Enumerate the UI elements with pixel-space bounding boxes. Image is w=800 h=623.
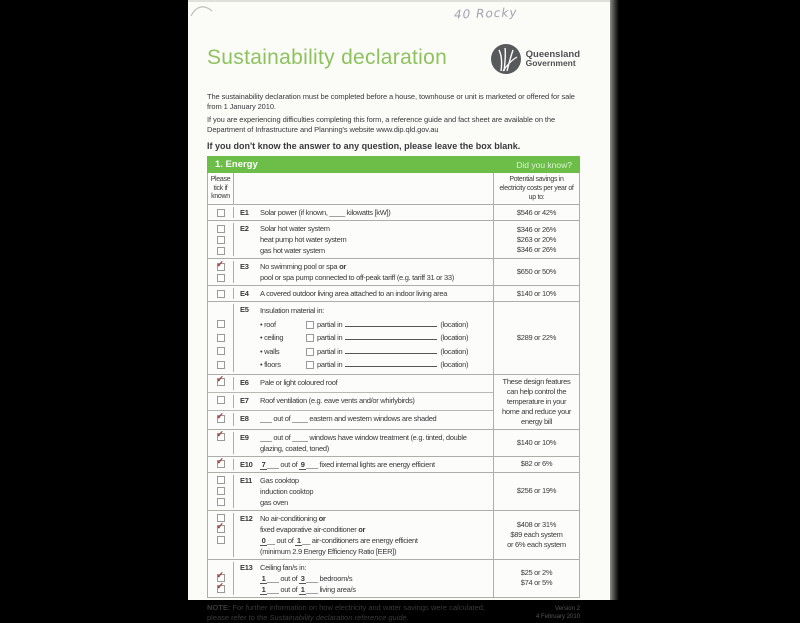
queensland-government-logo <box>491 44 580 74</box>
row-id-E2: E2 <box>240 224 249 233</box>
row-line <box>260 207 489 218</box>
row-line <box>260 331 489 345</box>
text-segment: (minimum 2.9 Energy Efficiency Ratio [EER]) <box>260 546 397 556</box>
checkbox-E13-2[interactable] <box>216 581 225 593</box>
fill-in-value: 1 <box>261 573 266 583</box>
row-line <box>260 304 489 318</box>
question-column-header <box>234 173 493 204</box>
footer-note <box>207 603 507 623</box>
savings-text: $346 or 26% <box>516 224 557 234</box>
savings-text: $140 or 10% <box>516 437 557 447</box>
checkbox-E8-0[interactable] <box>216 410 225 423</box>
row-id-E13: E13 <box>240 562 253 572</box>
text-segment: heat pump hot water system <box>260 235 347 244</box>
row-line <box>260 535 489 546</box>
group-E9 <box>208 430 579 457</box>
energy-table <box>207 173 580 598</box>
row-E10 <box>208 457 493 472</box>
text-segment: Pale or light coloured roof <box>260 377 338 387</box>
row-line <box>260 524 489 535</box>
savings-text: $140 or 10% <box>516 288 557 298</box>
checkbox-E5-3[interactable] <box>217 347 225 355</box>
checkbox-E7-0[interactable] <box>217 396 225 404</box>
checkbox-E2-0[interactable] <box>217 225 225 233</box>
text-segment: ___ out of ____ eastern and western windows are shaded <box>260 414 437 424</box>
checkbox-E5-2[interactable] <box>217 334 225 342</box>
tick-mark-icon: ✓ <box>216 456 224 466</box>
tick-mark-icon: ✓ <box>216 258 224 269</box>
checkbox-E3-1[interactable] <box>217 274 225 282</box>
savings-text: $408 or 31% <box>516 519 557 529</box>
tick-mark-icon: ✓ <box>216 570 224 580</box>
pen-scribble-icon <box>189 3 215 19</box>
text-segment: ___ fixed internal lights are energy efficient <box>306 459 435 469</box>
text-segment: partial in <box>317 346 343 356</box>
text-segment: ___ living area/s <box>306 584 356 594</box>
checkbox-E5-1[interactable] <box>217 320 225 328</box>
savings-E6 <box>493 375 579 429</box>
row-id-E5: E5 <box>240 305 249 314</box>
checkbox-E2-2[interactable] <box>217 247 225 255</box>
logo-text <box>526 50 580 69</box>
row-E4 <box>208 286 493 301</box>
row-E11 <box>208 473 493 510</box>
row-line <box>260 475 489 486</box>
group-E4 <box>208 286 579 302</box>
note-guide-title: Sustainability declaration reference guide. <box>269 612 409 622</box>
text-segment: (location) <box>440 333 469 342</box>
text-segment: or <box>339 262 346 271</box>
text-segment: partial in <box>317 360 343 369</box>
savings-text: $546 or 42% <box>516 207 557 217</box>
row-id-E12: E12 <box>240 513 253 523</box>
row-E12 <box>208 511 493 559</box>
group-E2 <box>208 221 579 259</box>
text-segment: Roof ventilation (e.g. eave vents and/or whirlybirds) <box>260 395 415 405</box>
text-segment: Ceiling fan/s in: <box>260 562 307 572</box>
row-id-E4: E4 <box>240 289 249 298</box>
checkbox-E4-0[interactable] <box>217 290 225 298</box>
row-id-E7: E7 <box>240 395 249 405</box>
partial-checkbox[interactable] <box>306 348 314 356</box>
row-E3 <box>208 259 493 285</box>
row-line <box>260 513 489 524</box>
text-segment: • roof <box>260 319 276 329</box>
savings-E13 <box>493 560 579 597</box>
row-E13 <box>208 560 493 597</box>
savings-E2 <box>493 221 579 258</box>
row-id-E6: E6 <box>240 377 249 387</box>
handwritten-note: 40 Rocky <box>453 5 518 22</box>
savings-E4 <box>493 286 579 301</box>
text-segment: (location) <box>440 319 469 329</box>
row-line <box>260 443 489 454</box>
text-segment: glazing, coated, toned) <box>260 443 329 453</box>
savings-E9 <box>493 430 579 456</box>
text-segment: or <box>318 513 326 523</box>
text-segment: induction cooktop <box>260 486 314 496</box>
group-E6 <box>208 375 579 430</box>
row-E7 <box>208 393 493 411</box>
group-E11 <box>208 473 579 511</box>
fill-in-value: 0 <box>261 535 266 545</box>
text-segment: Solar power (if known, ____ kilowatts [kW]) <box>260 208 391 217</box>
page-edge-shadow <box>610 0 619 600</box>
text-segment: ___ out of <box>267 573 300 583</box>
document-header <box>207 46 580 82</box>
partial-checkbox[interactable] <box>306 334 314 342</box>
checkbox-E5-4[interactable] <box>217 361 225 369</box>
text-segment: __ air-conditioners are energy efficient <box>302 535 418 545</box>
fill-in-value: 1 <box>300 584 305 594</box>
note-label: NOTE: <box>207 602 231 612</box>
tick-mark-icon: ✓ <box>216 521 224 531</box>
logo-text-line1: Queensland <box>525 48 580 60</box>
text-segment: pool or spa pump connected to off-peak tariff (e.g. tariff 31 or 33) <box>260 273 454 282</box>
group-E3 <box>208 259 579 286</box>
text-segment: • walls <box>260 346 280 356</box>
row-E6 <box>208 375 493 393</box>
fill-in-value: 7 <box>261 459 266 469</box>
savings-text: $82 or 6% <box>520 459 553 468</box>
row-line <box>260 562 489 573</box>
tick-mark-icon: ✓ <box>216 581 224 591</box>
did-you-know-label: Did you know? <box>516 159 572 170</box>
row-line <box>260 459 489 470</box>
row-line <box>260 573 489 584</box>
group-E5 <box>208 302 579 375</box>
checkbox-E11-1[interactable] <box>217 487 225 495</box>
tick-mark-icon: ✓ <box>216 374 224 384</box>
checkbox-E10-0[interactable] <box>216 456 225 468</box>
savings-text: $25 or 2% <box>520 568 553 577</box>
note-text: For further information on how electricity and water savings were calculated, please refer to the <box>207 602 486 622</box>
row-line <box>260 486 489 497</box>
row-E1 <box>208 205 493 220</box>
group-E1 <box>208 205 579 221</box>
page-footer <box>207 603 580 623</box>
tick-mark-icon: ✓ <box>216 429 224 439</box>
text-segment: gas hot water system <box>260 246 325 255</box>
version-date: 4 February 2010 <box>535 613 580 620</box>
text-segment: Solar hot water system <box>260 224 330 233</box>
write-in-line <box>345 332 437 340</box>
text-segment: gas oven <box>260 497 289 507</box>
page-title: Sustainability declaration <box>207 46 448 69</box>
text-segment: ___ out of <box>267 584 300 594</box>
text-segment: No swimming pool or spa <box>260 262 340 271</box>
tick-mark-icon: ✓ <box>216 410 224 421</box>
fill-in-value: 3 <box>300 573 305 583</box>
version-number: Version 2 <box>554 605 580 612</box>
write-in-line <box>345 319 437 327</box>
logo-text-line2: Government <box>525 58 576 68</box>
text-segment: ___ out of ____ windows have window treatment (e.g. tinted, double <box>260 432 467 442</box>
text-segment: ___ out of <box>267 459 300 469</box>
savings-E5 <box>493 302 579 374</box>
text-segment: Insulation material in: <box>260 306 324 315</box>
row-line <box>260 358 489 372</box>
group-E13 <box>208 560 579 597</box>
energy-table-body <box>208 205 579 597</box>
checkbox-E12-2[interactable] <box>217 536 225 544</box>
row-line <box>260 288 489 299</box>
savings-E1 <box>493 205 579 220</box>
text-segment: • ceiling <box>260 333 284 342</box>
partial-checkbox[interactable] <box>306 321 314 329</box>
version-info <box>536 605 580 623</box>
partial-checkbox[interactable] <box>306 361 314 369</box>
savings-column-header: Potential savings in electricity costs per year of up to: <box>493 173 579 204</box>
row-line <box>260 345 489 359</box>
row-E5 <box>208 302 493 374</box>
text-segment: or <box>358 524 366 534</box>
fill-in-value: 9 <box>300 459 305 469</box>
instruction-text: If you don't know the answer to any question, please leave the box blank. <box>207 141 521 151</box>
row-line <box>260 395 489 406</box>
row-id-E9: E9 <box>240 432 249 442</box>
savings-text: $650 or 50% <box>516 267 557 276</box>
group-E12 <box>208 511 579 560</box>
checkbox-E2-1[interactable] <box>217 236 225 244</box>
group-E10 <box>208 457 579 473</box>
queensland-government-logo-icon <box>491 44 521 74</box>
row-line <box>260 234 489 245</box>
section-banner <box>207 156 580 173</box>
text-segment: No air-conditioning <box>260 513 319 523</box>
section-title: 1. Energy <box>215 159 258 170</box>
row-line <box>260 245 489 256</box>
text-segment: • floors <box>260 360 281 369</box>
savings-text: $289 or 22% <box>516 332 557 342</box>
row-line <box>260 413 489 424</box>
checkbox-E6-0[interactable] <box>216 374 225 386</box>
text-segment: (location) <box>440 346 469 356</box>
savings-E11 <box>493 473 579 510</box>
text-segment: fixed evaporative air-conditioner <box>260 524 359 534</box>
row-line <box>260 497 489 508</box>
text-segment: (location) <box>440 360 469 369</box>
row-E9 <box>208 430 493 456</box>
intro-paragraph-2: If you are experiencing difficulties completing this form, a reference guide and fact sheet are available on the Department of Infrastructure and Planning's website www.dip.qld.gov.au <box>207 115 556 134</box>
row-line <box>260 272 489 283</box>
text-segment: Gas cooktop <box>260 475 299 485</box>
tick-column-header: Please tick if known <box>208 173 234 204</box>
write-in-line <box>345 346 437 354</box>
checkbox-E9-0[interactable] <box>216 429 225 441</box>
document-page <box>188 0 610 622</box>
checkbox-E12-1[interactable] <box>216 521 225 533</box>
row-line <box>260 584 489 595</box>
checkbox-E1-0[interactable] <box>217 209 225 217</box>
row-line <box>260 546 489 557</box>
text-segment: __ out of <box>267 535 296 545</box>
row-E8 <box>208 411 493 428</box>
checkbox-E11-2[interactable] <box>217 498 225 506</box>
fill-in-value: 1 <box>261 584 266 594</box>
checkbox-E3-0[interactable] <box>216 258 225 271</box>
text-segment: partial in <box>317 319 343 329</box>
intro-paragraph-1: The sustainability declaration must be completed before a house, townhouse or unit is marketed or offered for sale from 1 January 2010. <box>207 92 575 111</box>
fill-in-value: 1 <box>296 535 301 545</box>
row-line <box>260 261 489 272</box>
savings-text: $263 or 20% <box>516 234 557 244</box>
text-segment: partial in <box>317 333 343 342</box>
savings-text: These design features can help control the temperature in your home and reduce your energy bill <box>501 376 572 426</box>
savings-text: $346 or 26% <box>516 244 557 254</box>
row-id-E3: E3 <box>240 262 249 271</box>
savings-E12 <box>493 511 579 559</box>
text-segment: A covered outdoor living area attached to an indoor living area <box>260 289 448 298</box>
savings-E3 <box>493 259 579 285</box>
savings-text: or 6% each system <box>507 539 566 549</box>
row-line <box>260 432 489 443</box>
row-id-E8: E8 <box>240 414 249 424</box>
row-id-E1: E1 <box>240 208 249 217</box>
row-E2 <box>208 221 493 258</box>
savings-text: $74 or 5% <box>520 578 553 587</box>
text-segment: ___ bedroom/s <box>306 573 353 583</box>
row-line <box>260 377 489 388</box>
write-in-line <box>345 359 437 367</box>
table-header-row <box>208 173 579 205</box>
savings-text: $256 or 19% <box>516 486 557 495</box>
row-line <box>260 318 489 332</box>
row-id-E11: E11 <box>240 475 253 485</box>
row-line <box>260 223 489 234</box>
savings-text: $89 each system <box>510 529 563 539</box>
checkbox-E11-0[interactable] <box>217 476 225 484</box>
savings-E10 <box>493 457 579 472</box>
row-id-E10: E10 <box>240 459 253 469</box>
